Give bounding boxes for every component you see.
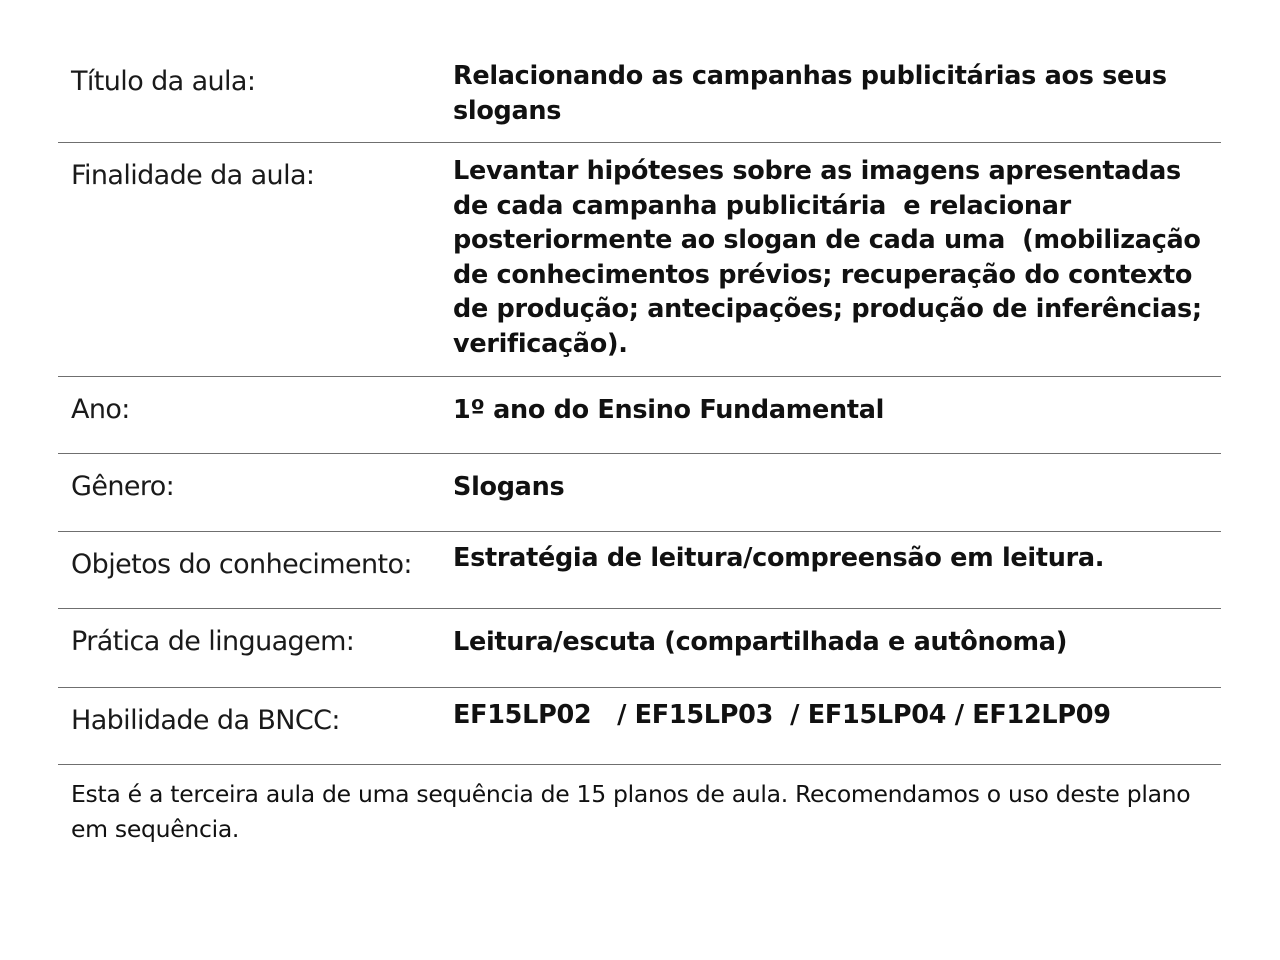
table-row-genre xyxy=(58,454,1221,532)
row-label-cell xyxy=(58,58,453,143)
row-label-cell xyxy=(58,143,453,377)
table-row-language-practice xyxy=(58,609,1221,688)
row-value-cell xyxy=(453,58,1221,143)
row-value-cell xyxy=(453,609,1221,688)
table-row-school-year xyxy=(58,377,1221,454)
school-year-value: 1º ano do Ensino Fundamental xyxy=(453,395,885,425)
genre-value: Slogans xyxy=(453,472,565,502)
row-label-cell xyxy=(58,609,453,688)
row-label-cell xyxy=(58,454,453,532)
row-value-cell xyxy=(453,688,1221,765)
row-value-cell xyxy=(453,143,1221,377)
table-row-knowledge-objects xyxy=(58,532,1221,609)
knowledge-objects-label: Objetos do conhecimento: xyxy=(71,549,412,580)
language-practice-value: Leitura/escuta (compartilhada e autônoma) xyxy=(453,627,1068,657)
table-row-lesson-purpose xyxy=(58,143,1221,377)
bncc-skill-label: Habilidade da BNCC: xyxy=(71,705,340,736)
lesson-info-table xyxy=(58,58,1221,765)
lesson-plan-sheet xyxy=(58,58,1221,847)
row-label-cell xyxy=(58,532,453,609)
row-label-cell xyxy=(58,377,453,454)
genre-label: Gênero: xyxy=(71,471,175,502)
table-row-bncc-skill xyxy=(58,688,1221,765)
table-row-lesson-title xyxy=(58,58,1221,143)
row-value-cell xyxy=(453,454,1221,532)
lesson-purpose-value: Levantar hipóteses sobre as imagens apresentadas de cada campanha publicitária e relacionar posteriormente ao slogan de cada uma (mobilização de conhecimentos prévios; recuperação do contexto de produção; antecipações; produção de inferências; verificação). xyxy=(453,156,1211,359)
lesson-purpose-label: Finalidade da aula: xyxy=(71,160,315,191)
bncc-skill-value: EF15LP02 / EF15LP03 / EF15LP04 / EF12LP09 xyxy=(453,700,1111,730)
school-year-label: Ano: xyxy=(71,394,130,425)
row-value-cell xyxy=(453,377,1221,454)
row-value-cell xyxy=(453,532,1221,609)
row-label-cell xyxy=(58,688,453,765)
sequence-footnote: Esta é a terceira aula de uma sequência de 15 planos de aula. Recomendamos o uso deste plano em sequência. xyxy=(71,780,1191,843)
language-practice-label: Prática de linguagem: xyxy=(71,626,355,657)
knowledge-objects-value: Estratégia de leitura/compreensão em leitura. xyxy=(453,543,1105,573)
lesson-title-value: Relacionando as campanhas publicitárias aos seus slogans xyxy=(453,61,1176,126)
lesson-title-label: Título da aula: xyxy=(71,66,256,97)
